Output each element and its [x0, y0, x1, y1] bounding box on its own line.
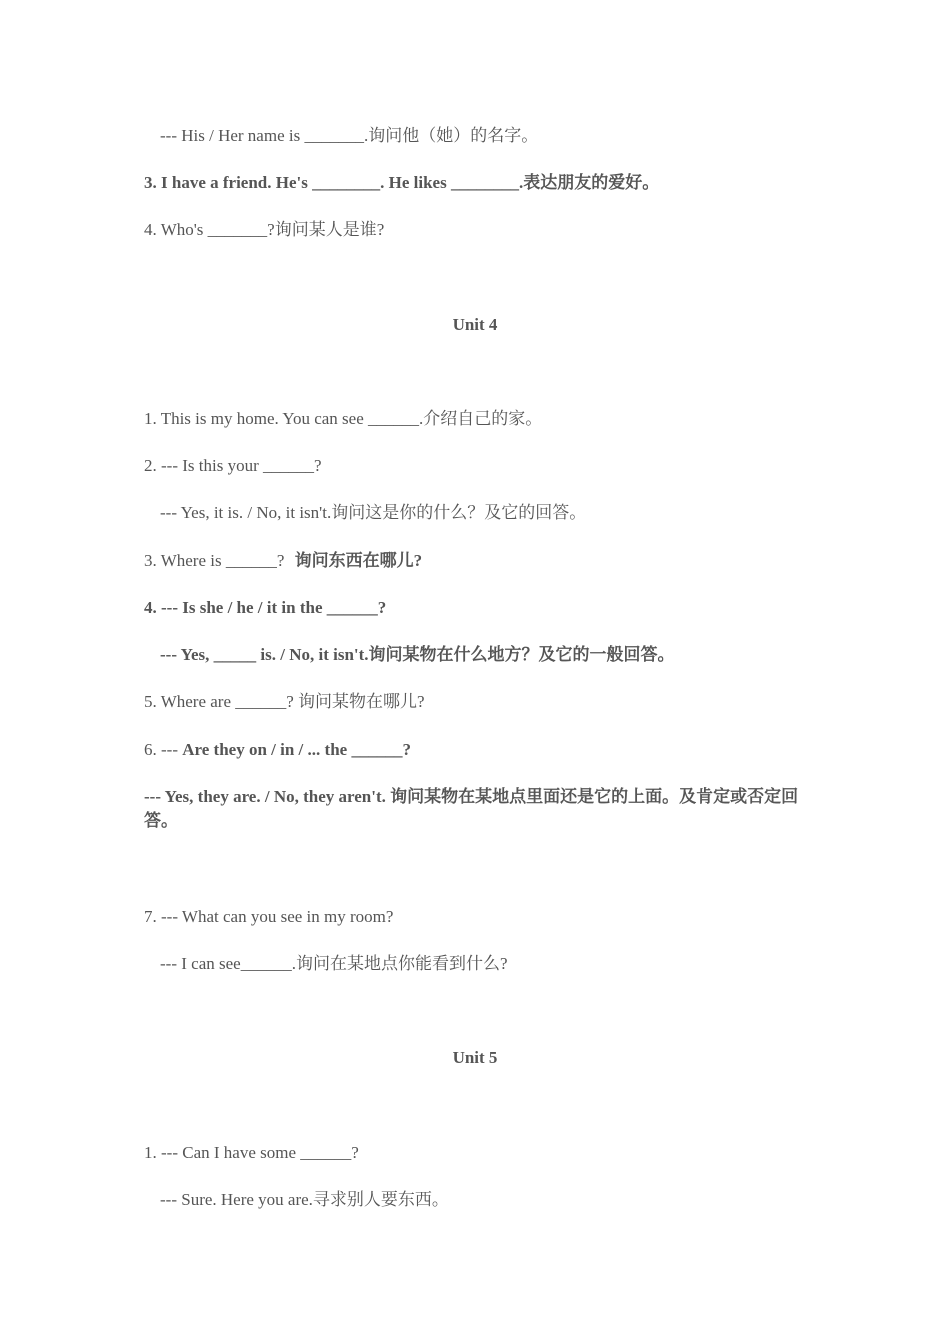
u4-sentence-6-prefix: 6. --- — [144, 740, 183, 759]
u4-sentence-1: 1. This is my home. You can see ______.介绍自己的家。 — [144, 409, 543, 428]
u4-sentence-7-answer: --- I can see______.询问在某地点你能看到什么? — [160, 954, 508, 973]
u4-sentence-6-question — [144, 738, 411, 762]
unit-5-heading: Unit 5 — [452, 1048, 498, 1067]
u5-sentence-1-question: 1. --- Can I have some ______? — [144, 1143, 359, 1162]
u4-sentence-3-text: 3. Where is ______? — [144, 551, 285, 570]
u5-sentence-1-answer: --- Sure. Here you are.寻求别人要东西。 — [160, 1190, 449, 1209]
u4-sentence-2-question: 2. --- Is this your ______? — [144, 456, 322, 475]
u4-sentence-4-question: 4. --- Is she / he / it in the ______? — [144, 598, 387, 617]
sentence-friend-likes: 3. I have a friend. He's ________. He likes ________.表达朋友的爱好。 — [144, 173, 660, 192]
u4-sentence-4-answer: --- Yes, _____ is. / No, it isn't.询问某物在什么地方？及它的一般回答。 — [160, 645, 675, 664]
u4-sentence-5: 5. Where are ______? 询问某物在哪儿? — [144, 692, 425, 711]
u4-sentence-2-answer: --- Yes, it is. / No, it isn't.询问这是你的什么？及它的回答。 — [160, 503, 587, 522]
u4-sentence-3-note: 询问东西在哪儿? — [294, 551, 423, 570]
u4-sentence-6-text: Are they on / in / ... the ______? — [182, 740, 411, 759]
unit-4-heading: Unit 4 — [452, 315, 498, 334]
sentence-who-is: 4. Who's _______?询问某人是谁? — [144, 220, 385, 239]
u4-sentence-6-answer: --- Yes, they are. / No, they aren't. 询问某物在某地点里面还是它的上面。及肯定或否定回答。 — [144, 787, 799, 830]
u4-sentence-3 — [144, 549, 422, 573]
sentence-his-her-name: --- His / Her name is _______.询问他（她）的名字。 — [160, 126, 539, 145]
u4-sentence-7-question: 7. --- What can you see in my room? — [144, 907, 394, 926]
